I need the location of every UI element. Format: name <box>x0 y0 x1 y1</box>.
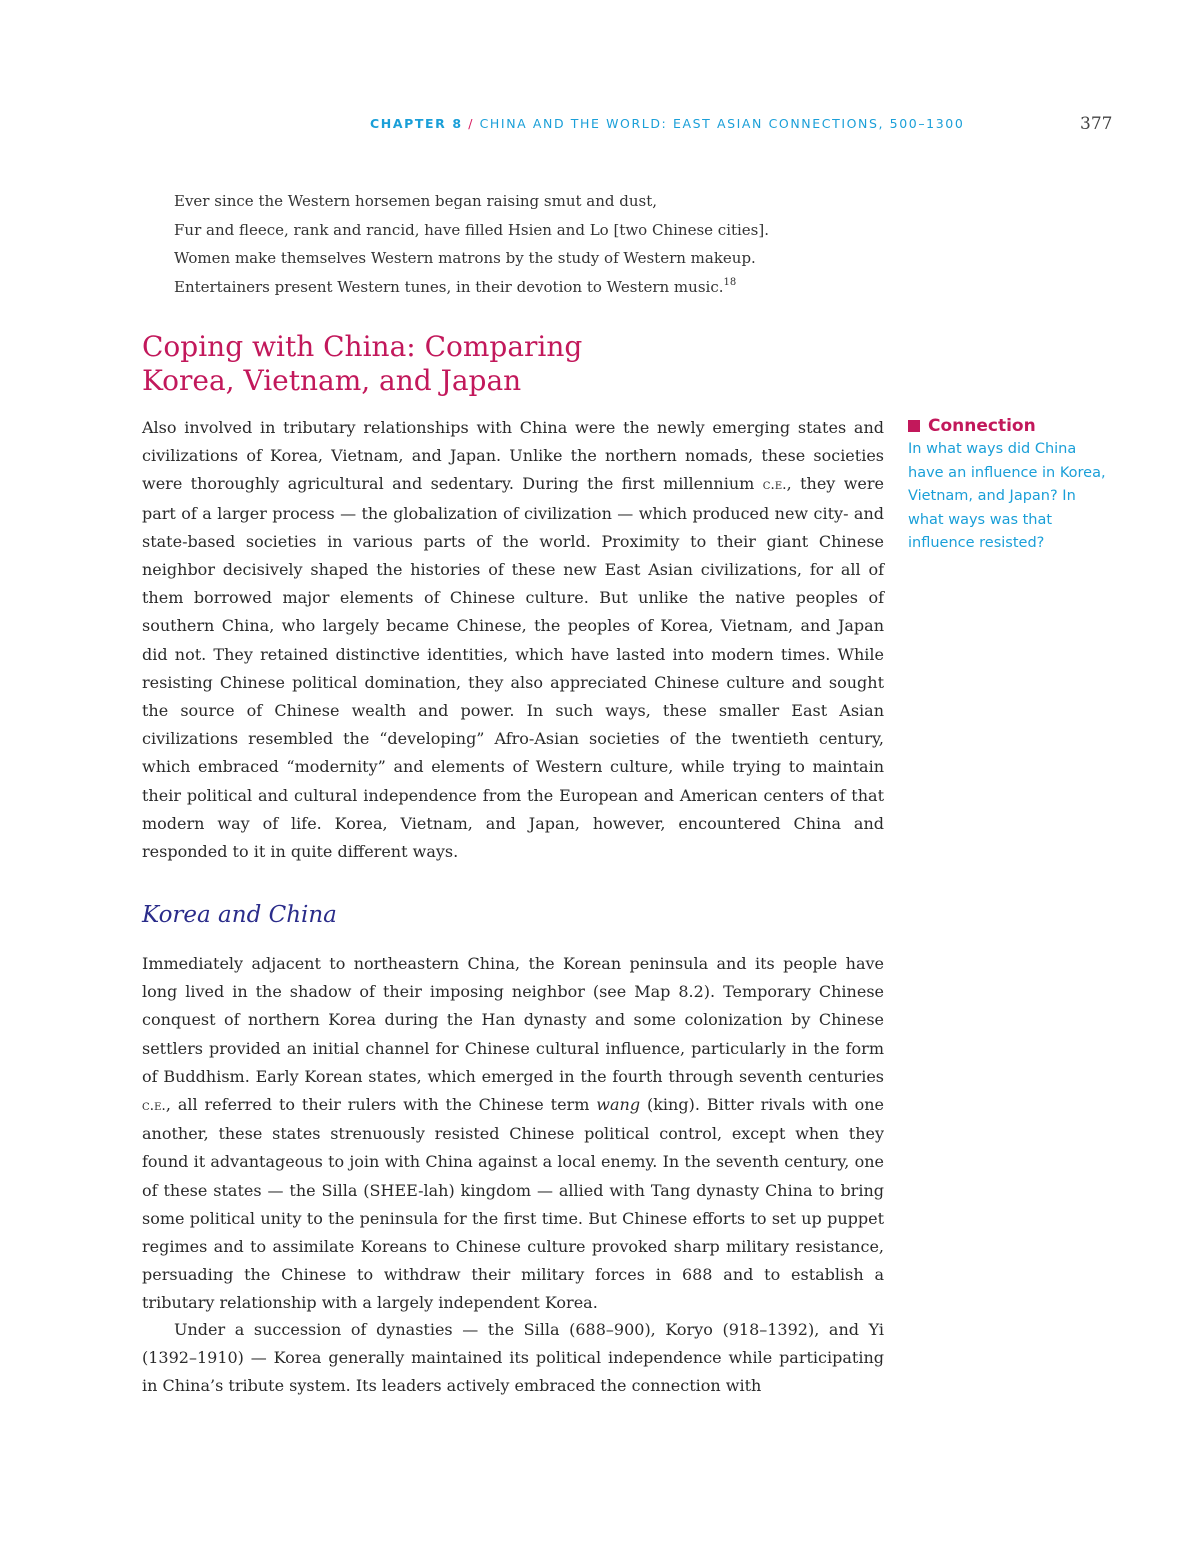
poem-quote <box>174 187 894 301</box>
paragraph-run: Also involved in tributary relationships with China were the newly emerging states and civilizations of Korea, Vietnam, and Japan. Unlike the northern nomads, these societies were thoroughly agricultural and sedentary. During the first millennium <box>142 418 884 494</box>
body-paragraph-3 <box>142 1316 884 1401</box>
body-paragraph-2 <box>142 950 884 1318</box>
poem-line: Women make themselves Western matrons by the study of Western makeup. <box>174 249 756 267</box>
section-heading-line2: Korea, Vietnam, and Japan <box>142 364 522 397</box>
paragraph-run: , all referred to their rulers with the Chinese term <box>165 1095 597 1115</box>
era-abbrev: c.e. <box>762 477 787 494</box>
italic-term: wang <box>596 1095 641 1115</box>
section-heading <box>142 330 742 398</box>
footnote-marker: 18 <box>723 276 737 288</box>
poem-line: Ever since the Western horsemen began raising smut and dust, <box>174 192 658 210</box>
body-paragraph-1 <box>142 414 884 866</box>
poem-line: Entertainers present Western tunes, in their devotion to Western music. <box>174 277 724 296</box>
paragraph-text: Under a succession of dynasties — the Silla (688–900), Koryo (918–1392), and Yi (1392–1910) — Korea generally maintained its political independence while participating in China’s tribute system. Its leaders actively embraced the connection with <box>142 1320 884 1396</box>
paragraph-text <box>142 414 884 866</box>
page-number: 377 <box>1080 114 1113 134</box>
margin-note-title: Connection <box>928 416 1036 436</box>
section-heading-line1: Coping with China: Comparing <box>142 330 583 363</box>
paragraph-run: , they were part of a larger process — the globalization of civilization — which produced new city- and state-based societies in various parts of the world. Proximity to their giant Chinese neighbor decisively shaped the histories of these new East Asian civilizations, for all of them borrowed major elements of Chinese culture. But unlike the native peoples of southern China, who largely became Chinese, the peoples of Korea, Vietnam, and Japan did not. They retained distinctive identities, which have lasted into modern times. While resisting Chinese political domination, they also appreciated Chinese culture and sought the source of Chinese wealth and power. In such ways, these smaller East Asian civilizations resembled the “developing” Afro-Asian societies of the twentieth century, which embraced “modernity” and elements of Western culture, while trying to maintain their political and cultural independence from the European and American centers of that modern way of life. Korea, Vietnam, and Japan, however, encountered China and responded to it in quite different ways. <box>142 474 885 862</box>
subsection-heading: Korea and China <box>142 902 337 928</box>
poem-line-last <box>174 273 894 302</box>
margin-note-heading <box>908 414 1113 438</box>
chapter-title: CHINA AND THE WORLD: EAST ASIAN CONNECTIONS, 500–1300 <box>479 116 965 131</box>
paragraph-text <box>142 950 884 1318</box>
poem-line: Fur and fleece, rank and rancid, have filled Hsien and Lo [two Chinese cities]. <box>174 220 770 239</box>
era-abbrev: c.e. <box>142 1098 166 1115</box>
paragraph-run: (king). Bitter rivals with one another, these states strenuously resisted Chinese political control, except when they found it advantageous to join with China against a local enemy. In the seventh century, one of these states — the Silla (SHEE-lah) kingdom — allied with Tang dynasty China to bring some political unity to the peninsula for the first time. But Chinese efforts to set up puppet regimes and to assimilate Koreans to Chinese culture provoked sharp military resistance, persuading the Chinese to withdraw their military forces in 688 and to establish a tributary relationship with a largely independent Korea. <box>142 1095 885 1313</box>
running-head <box>370 116 1022 131</box>
square-bullet-icon <box>908 420 920 432</box>
chapter-label: CHAPTER 8 <box>370 116 463 131</box>
connection-margin-note <box>908 414 1113 556</box>
header-separator: / <box>468 116 475 131</box>
margin-note-question: In what ways did China have an influence in Korea, Vietnam, and Japan? In what ways was that influence resisted? <box>908 441 1106 552</box>
paragraph-run: Immediately adjacent to northeastern China, the Korean peninsula and its people have long lived in the shadow of their imposing neighbor (see Map 8.2). Temporary Chinese conquest of northern Korea during the Han dynasty and some colonization by Chinese settlers provided an initial channel for Chinese cultural influence, particularly in the form of Buddhism. Early Korean states, which emerged in the fourth through seventh centuries <box>142 954 884 1086</box>
